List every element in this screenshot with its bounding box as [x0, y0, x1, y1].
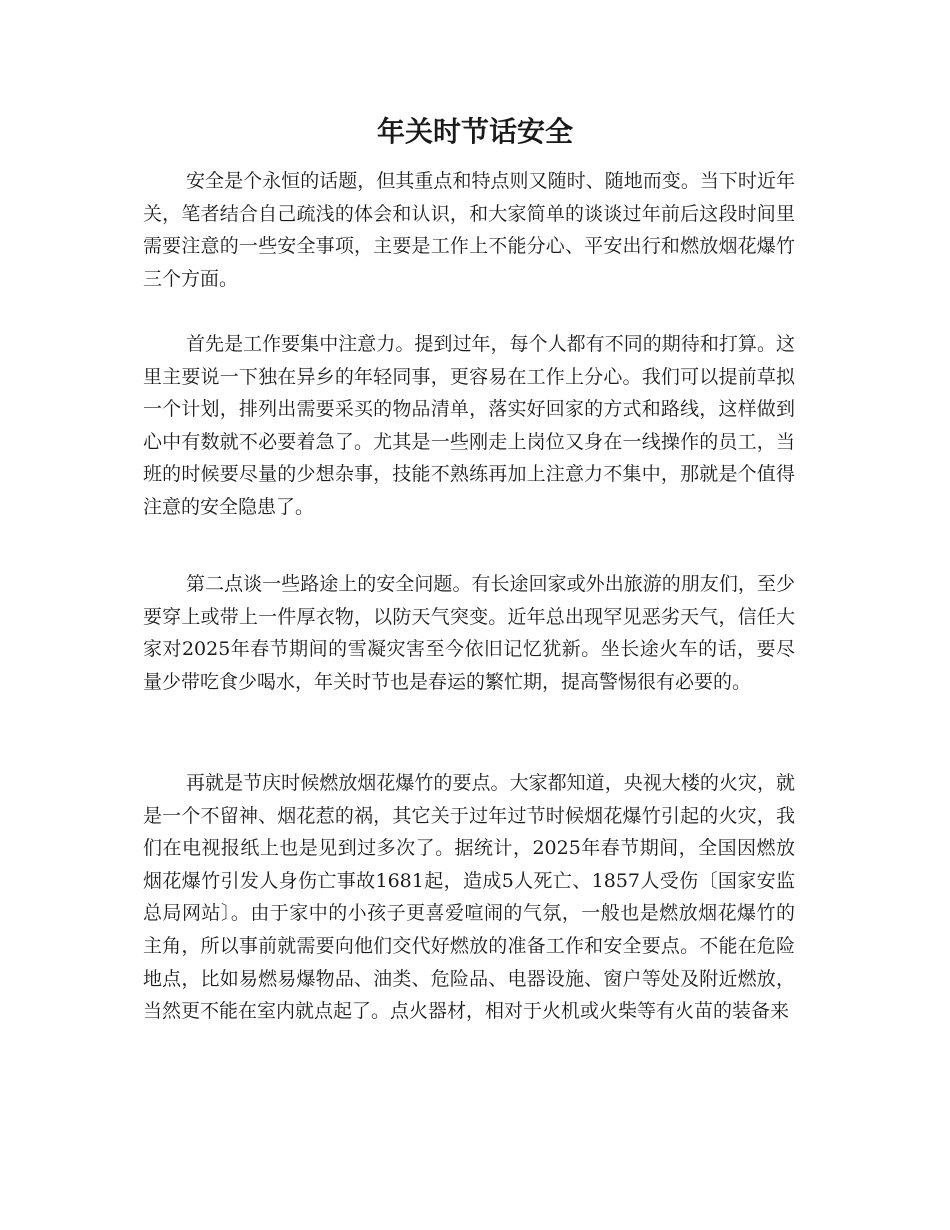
paragraph-travel-safety: 第二点谈一些路途上的安全问题。有长途回家或外出旅游的朋友们，至少要穿上或带上一件厚衣物，以防天气突变。近年总出现罕见恶劣天气，信任大家对2025年春节期间的雪凝灾害至今依旧记忆犹新。坐长途火车的话，要尽量少带吃食少喝水，年关时节也是春运的繁忙期，提高警惕很有必要的。	[143, 573, 795, 693]
paragraph-work-focus: 首先是工作要集中注意力。提到过年，每个人都有不同的期待和打算。这里主要说一下独在异乡的年轻同事，更容易在工作上分心。我们可以提前草拟一个计划，排列出需要采买的物品清单，落实好回家的方式和路线，这样做到心中有数就不必要着急了。尤其是一些刚走上岗位又身在一线操作的员工，当班的时候要尽量的少想杂事，技能不熟练再加上注意力不集中，那就是个值得注意的安全隐患了。	[143, 333, 795, 518]
document-title: 年关时节话安全	[376, 115, 573, 148]
paragraph-intro: 安全是个永恒的话题，但其重点和特点则又随时、随地而变。当下时近年关，笔者结合自己疏浅的体会和认识，和大家简单的谈谈过年前后这段时间里需要注意的一些安全事项，主要是工作上不能分心、平安出行和燃放烟花爆竹三个方面。	[143, 170, 795, 290]
paragraph-fireworks: 再就是节庆时候燃放烟花爆竹的要点。大家都知道，央视大楼的火灾，就是一个不留神、烟花惹的祸，其它关于过年过节时候烟花爆竹引起的火灾，我们在电视报纸上也是见到过多次了。据统计，2025年春节期间，全国因燃放烟花爆竹引发人身伤亡事故1681起，造成5人死亡、1857人受伤〔国家安监总局网站〕。由于家中的小孩子更喜爱喧闹的气氛，一般也是燃放烟花爆竹的主角，所以事前就需要向他们交代好燃放的准备工作和安全要点。不能在危险地点，比如易燃易爆物品、油类、危险品、电器设施、窗户等处及附近燃放，当然更不能在室内就点起了。点火器材，相对于火机或火柴等有火苗的装备来	[143, 772, 795, 1023]
